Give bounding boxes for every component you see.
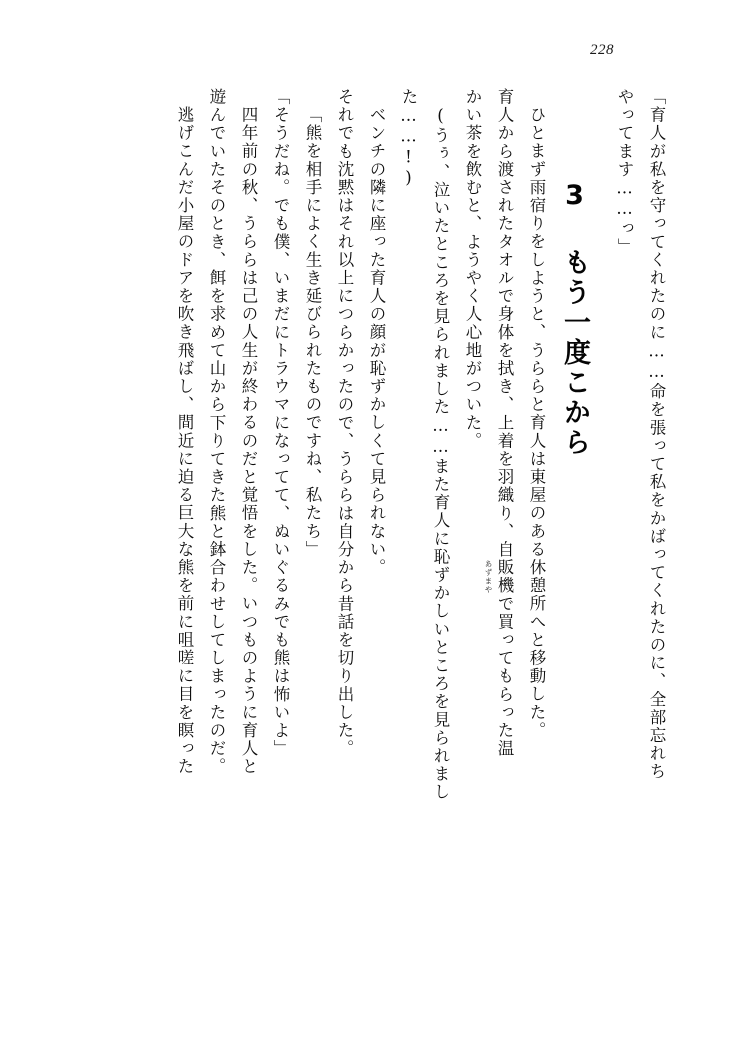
text-line: た……!) (399, 88, 418, 189)
text-line: 四年前の秋、うららは己の人生が終わるのだと覚悟をした。いつものように育人と (239, 106, 258, 776)
text-line: 「育人が私を守ってくれたのに……命を張って私をかばってくれたのに、全部忘れち (647, 88, 666, 781)
chapter-heading: 3 もう一度こから (559, 180, 590, 458)
text-line: それでも沈黙はそれ以上につらかったので、うららは自分から昔話を切り出した。 (335, 88, 354, 758)
vertical-text-body (64, 88, 664, 978)
text-line: 「そうだね。でも僕、いまだにトラウマになってて、ぬいぐるみでも熊は怖いよ」 (271, 88, 290, 758)
text-line: 育人から渡されたタオルで身体を拭き、上着を羽織り、自販機で買ってもらった温 (495, 88, 514, 758)
text-line: やってます……っ」 (615, 88, 634, 256)
text-line: 遊んでいたそのとき、餌を求めて山から下りてきた熊と鉢合わせしてしまったのだ。 (207, 88, 226, 776)
page-number: 228 (590, 42, 614, 58)
text-line: かい茶を飲むと、ようやく人心地がついた。 (463, 88, 482, 450)
text-line: (うぅ、泣いたところを見られました……また育人に恥ずかしいところを見られまし (431, 106, 450, 802)
text-line: 「熊を相手によく生き延びられたものですね、私たち」 (303, 106, 322, 559)
text-line: ひとまず雨宿りをしようと、うららと育人は東屋のある休憩所へと移動した。 (527, 106, 546, 740)
ruby-furigana: あずまや (484, 560, 493, 594)
text-line: 逃げこんだ小屋のドアを吹き飛ばし、間近に迫る巨大な熊を前に咀嗟に目を瞑った (175, 106, 194, 776)
text-line: ベンチの隣に座った育人の顔が恥ずかしくて見られない。 (367, 106, 386, 577)
